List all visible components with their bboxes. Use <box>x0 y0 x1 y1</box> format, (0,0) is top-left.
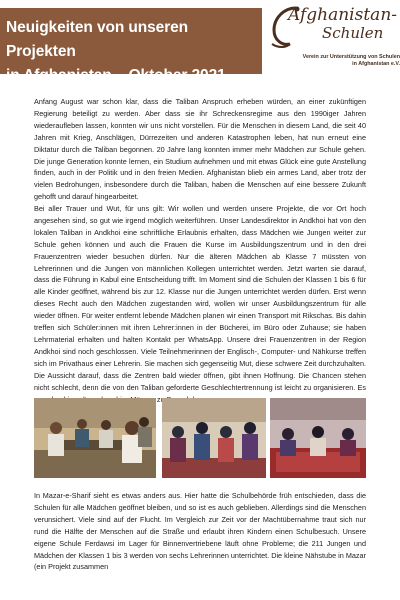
paragraph-projects <box>34 203 366 405</box>
paragraph-text: Anfang August war schon klar, dass die Taliban Anspruch erheben würden, an einer zukünftigen Regierung beteiligt zu werden. Aber dass sie ihr Schreckensregime aus den 1990iger Jahren wiederaufleben lassen, konnten wir uns nicht vorstellen. Für die Menschen in diesem Land, die seit 40 Jahren mit Krieg, Anschlägen, Dürrezeiten und anderen Katastrophen leben, hat nun erneut eine Diktatur durch die Taliban begonnen. 20 Jahre lang konnten immer mehr Mädchen zur Schule gehen. Die junge Generation konnte lernen, ein Studium aufnehmen und mit etwas Glück eine gute Anstellung finden, auch in der Politik und in den freien Medien. Afghanistan blieb ein armes Land, aber trotz der vielen Bedrohungen, insbesondere durch die Taliban, haben die Menschen auf eine bessere Zukunft gehofft und darauf hingearbeitet. <box>34 97 366 202</box>
logo-tagline-line-2: in Afghanistan e.V. <box>352 61 400 67</box>
photo-row <box>34 398 366 482</box>
paragraph-text: Bei aller Trauer und Wut, für uns gilt: Wir wollen und werden unsere Projekte, die vor Ort hoch angesehen sind, so gut wie irgend möglich weiterführen. Unser Landesdirektor in Andkhoi hat von den lokalen Taliban in Andkhoi eine schriftliche Erlaubnis erhalten, dass Mädchen wie Jungen weiter zur Schule gehen können und auch die Frauen die Kurse im Ausbildungszentrum und in den drei Frauenzentren wieder besuchen dürfen. Nur die älteren Mädchen ab Klasse 7 müssten von Lehrerinnen und die Jungen von männlichen Kollegen unterrichtet werden. Jetzt warten sie darauf, dass die Führung in Kabul eine Entscheidung trifft. Im Moment sind die Schulen der Klassen 1 bis 6 für alle Kinder geöffnet, während bis zur 12. Klasse nur die Jungen unterrichtet werden dürfen. Erst wenn dieses Recht auch den Mädchen zugestanden wird, wollen wir unser Ausbildungszentrum für alle wieder öffnen. Für weiter entfernt lebende Mädchen planen wir einen Transport mit Rikschas. Bis dahin treffen sich Schüler:innen mit ihren Lehrer:innen in der Bücherei, im Büro oder Zuhause; sie haben Lehrmaterial erhalten und halten Kontakt per WhatsApp. Unsere drei Frauenzentren in der Region Andkhoi sind noch geschlossen. Viele Teilnehmerinnen der Englisch-, Computer- und Nähkurse treffen sich im Privathaus einer Lehrerin. Sie machen sich gegenseitig Mut, diese schwere Zeit durchzuhalten. Die Aussicht darauf, dass die Zentren bald wieder öffnen, gibt ihnen Hoffnung. Die Chancen stehen nicht schlecht, denn die von den Taliban geforderte Geschlechtertrennung ist leicht zu organisieren. Es zu <box>34 204 366 404</box>
logo-wordmark-line-1: Afghanistan- <box>288 5 398 25</box>
photo-women-classroom-icon <box>162 398 266 478</box>
page-title-line-1: Neuigkeiten von unseren Projekten <box>6 19 189 60</box>
paragraph-text: In Mazar-e-Sharif sieht es etwas anders aus. Hier hatte die Schulbehörde früh entschieden, dass die Schulen für alle Mädchen geöffnet bleiben, und so ist es auch geblieben. Allerdings sind die Menschen verunsichert. Viele sind auf der Flucht. Im Vergleich zur Zeit vor der Machtübernahme traut sich nur rund die Hälfte der Menschen auf die Straße und erlaubt ihren Kindern einen Schulbesuch. Unsere eigene Schule Ferdawsi im Lager für Binnenvertriebene läuft ohne Probleme; die 211 Jungen und Mädchen der Klassen 1 bis 3 werden von sechs Lehrerinnen unterrichtet. Die kleine Nähstube in Mazar (ein Projekt zusammen <box>34 491 366 572</box>
logo-wordmark-line-2: Schulen <box>322 24 384 42</box>
page-header <box>0 0 400 82</box>
paragraph-mazar <box>34 490 366 573</box>
photo-women-carpet-room-icon <box>270 398 366 478</box>
logo-tagline-line-1: Verein zur Unterstützung von Schulen <box>302 54 400 60</box>
photo-men-meeting-icon <box>34 398 156 478</box>
organization-logo <box>266 4 400 78</box>
page-title-line-2: in Afghanistan – Oktober 2021 <box>6 67 226 84</box>
paragraph-intro <box>34 96 366 203</box>
page-title <box>6 16 256 88</box>
logo-tagline <box>286 54 400 68</box>
